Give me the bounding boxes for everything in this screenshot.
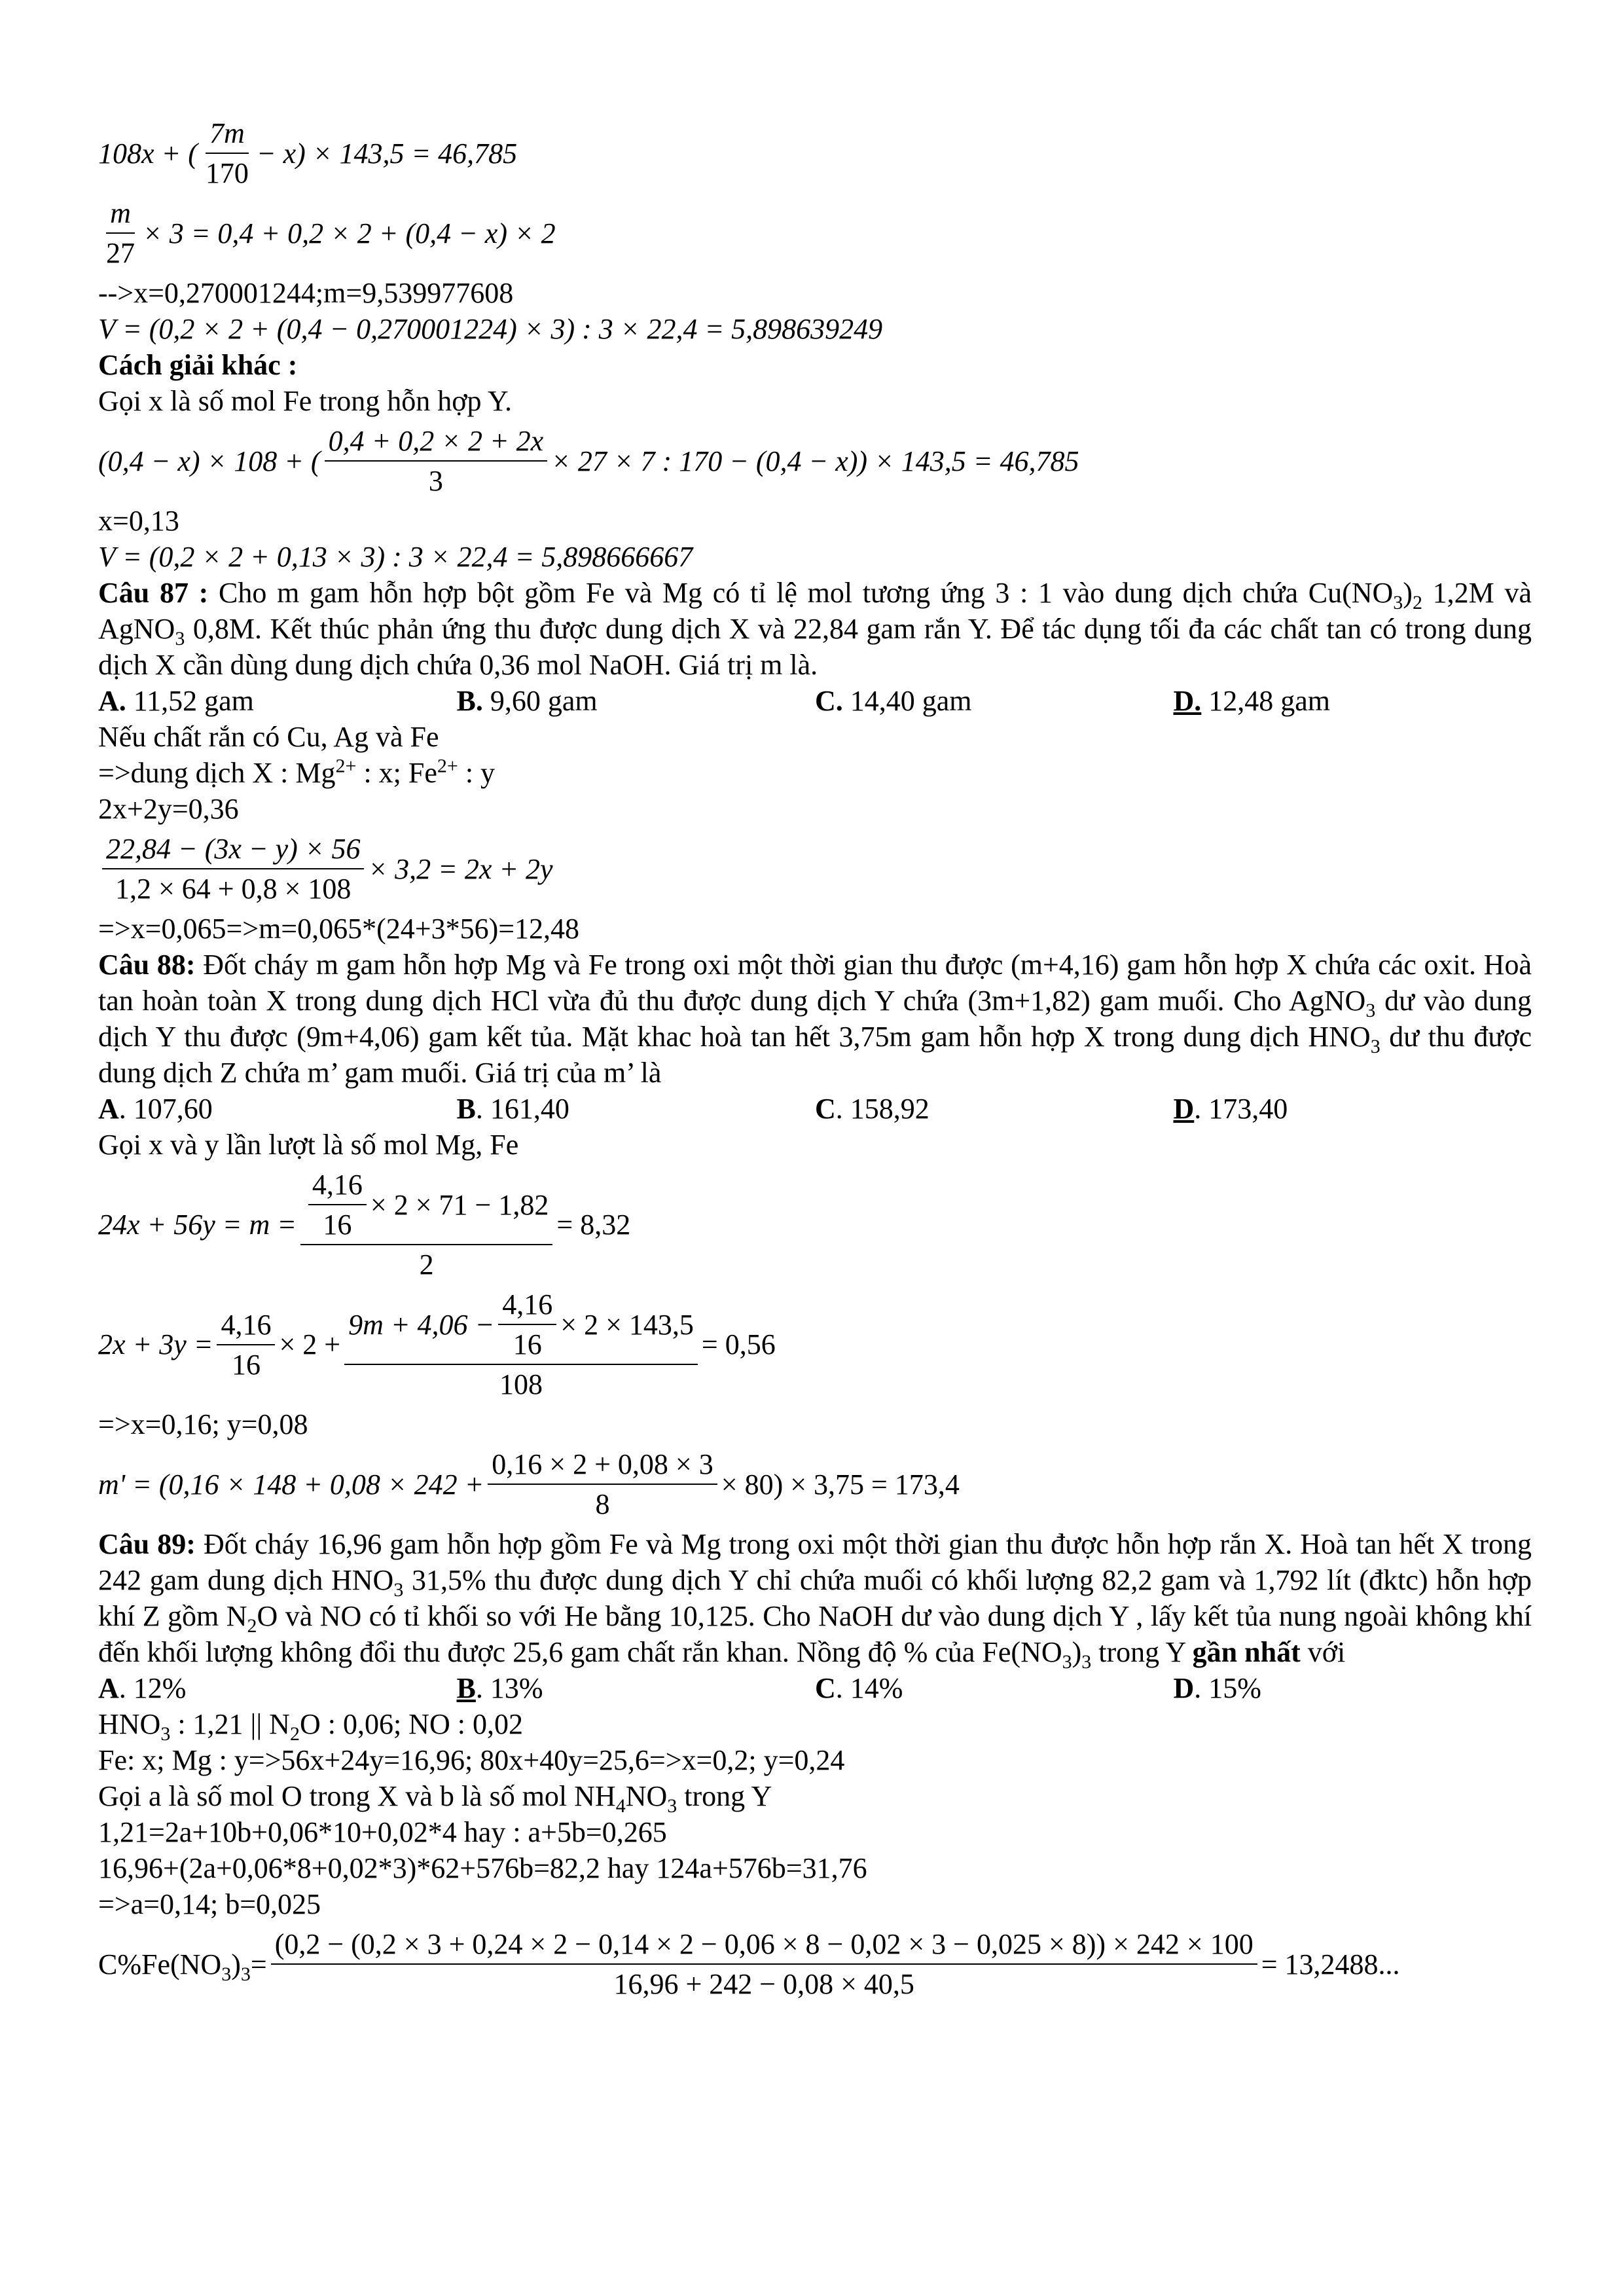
question-89 (98, 1526, 1532, 1673)
q88-eq3-den: 8 (595, 1488, 610, 1520)
eq1-right: − x) × 143,5 = 46,785 (256, 137, 518, 170)
q87-sub2: 2 (1412, 591, 1422, 613)
q89-c-left (98, 1946, 267, 1985)
q87-option-a-text: 11,52 gam (126, 685, 254, 717)
q88-eq1-numerator (300, 1167, 552, 1245)
q87-options (98, 683, 1532, 719)
q89-s3c: trong Y (677, 1780, 772, 1812)
q87-option-c[interactable] (815, 683, 1174, 719)
q89-option-a-text: . 12% (118, 1672, 187, 1704)
alt-solution-intro: Gọi x là số mol Fe trong hỗn hợp Y. (98, 385, 512, 417)
q88-option-c-text: . 158,92 (835, 1093, 929, 1125)
q89-solution-6: =>a=0,14; b=0,025 (98, 1888, 321, 1920)
q89-text-f: với (1300, 1636, 1346, 1668)
q89-text-e: trong Y (1091, 1636, 1193, 1668)
q88-option-b-text: . 161,40 (475, 1093, 569, 1125)
q88-eq3-left: m' = (0,16 × 148 + 0,08 × 242 + (98, 1468, 484, 1501)
q89-s1c: O : 0,06; NO : 0,02 (299, 1708, 523, 1740)
q88-eq1-right: = 8,32 (556, 1209, 631, 1241)
q88-eq1-inner-den: 16 (323, 1209, 352, 1241)
q89-s1-sub2: 2 (289, 1722, 300, 1745)
q89-option-c-text: . 14% (835, 1672, 903, 1704)
q89-sub3-c: 3 (1081, 1650, 1092, 1673)
q87-option-a[interactable] (98, 683, 457, 719)
q89-bold-end: gần nhất (1192, 1636, 1301, 1668)
q87-option-b-label: B. (456, 685, 483, 717)
q88-text-c: dư thu được dung dịch Z chứa m’ gam muối. Giá trị của m’ là (98, 1021, 1532, 1089)
q88-eq1-denominator: 2 (419, 1248, 434, 1281)
q89-label: Câu 89: (98, 1528, 196, 1560)
q89-c-fraction (271, 1926, 1257, 2002)
equation-3 (98, 423, 1532, 499)
q87-option-d[interactable] (1174, 683, 1532, 719)
q88-eq2-denominator: 108 (499, 1368, 543, 1400)
q88-option-d-label: D (1173, 1093, 1195, 1125)
q89-s1b: : 1,21 || N (170, 1708, 290, 1740)
q87-solution-1: Nếu chất rắn có Cu, Ag và Fe (98, 721, 439, 753)
q88-option-d[interactable] (1174, 1091, 1532, 1127)
q88-eq1-inner-fraction (308, 1167, 367, 1243)
q87-denominator: 1,2 × 64 + 0,8 × 108 (115, 873, 352, 905)
q87-sub3: 3 (1393, 591, 1403, 613)
eq2-right: × 3 = 0,4 + 0,2 × 2 + (0,4 − x) × 2 (143, 217, 556, 249)
equation-1 (98, 115, 1532, 191)
q88-option-a-text: . 107,60 (118, 1093, 213, 1125)
q87-s2sup1: 2+ (335, 755, 357, 777)
q87-text-a: Cho m gam hỗn hợp bột gồm Fe và Mg có tỉ lệ mol tương ứng 3 : 1 vào dung dịch chứa Cu(NO (208, 577, 1394, 609)
eq2-fraction (102, 195, 139, 271)
q88-eq3-right: × 80) × 3,75 = 173,4 (721, 1468, 960, 1501)
eq3-right: × 27 × 7 : 170 − (0,4 − x)) × 143,5 = 46,785 (551, 445, 1079, 477)
q89-solution-3 (98, 1778, 1532, 1817)
q89-option-b-text: . 13% (475, 1672, 543, 1704)
eq3-denominator: 3 (428, 465, 443, 497)
q88-eq1-left: 24x + 56y = m = (98, 1209, 297, 1241)
q89-solution-4: 1,21=2a+10b+0,06*10+0,02*4 hay : a+5b=0,265 (98, 1816, 667, 1848)
q87-option-d-label: D. (1173, 685, 1202, 717)
eq3-numerator: 0,4 + 0,2 × 2 + 2x (325, 423, 548, 462)
q88-eq2-num-right: × 2 × 143,5 (560, 1308, 694, 1341)
question-87: Câu 87 : Cho m gam hỗn hợp bột gồm Fe và Mg có tỉ lệ mol tương ứng 3 : 1 vào dung dịch chứa $Cu(NO_3)_2$ 1,2M và AgNO$_3$ 0,8M. Kết thúc phản ứng thu được dung dịch X và 22,84 gam rắn Y. Để tác dụng tối đa các chất tan có trong dung dịch X cần dùng dung dịch chứa 0,36 mol NaOH. Giá trị m là. (98, 577, 1532, 681)
eq2-numerator: m (106, 195, 135, 234)
q89-c-sub3: 3 (221, 1963, 232, 1985)
q88-eq2-f1-den: 16 (231, 1348, 261, 1381)
q87-option-b-text: 9,60 gam (482, 685, 598, 717)
q89-sub3-b: 3 (1062, 1650, 1072, 1673)
q89-solution-1 (98, 1706, 1532, 1745)
q87-option-c-text: 14,40 gam (842, 685, 972, 717)
equation-2 (98, 195, 1532, 271)
q87-s2b: : x; Fe (356, 757, 437, 789)
q89-option-d[interactable] (1174, 1670, 1532, 1706)
eq2-denominator: 27 (106, 237, 135, 269)
v-equation-1: V = (0,2 × 2 + (0,4 − 0,270001224) × 3) : 3 × 22,4 = 5,898639249 (98, 313, 883, 345)
q87-solution-3: 2x+2y=0,36 (98, 793, 239, 825)
q88-eq2-inner-num: 4,16 (498, 1286, 556, 1325)
q88-eq3-fraction (488, 1446, 717, 1522)
q89-c-sub3-b: 3 (240, 1963, 251, 1985)
q89-options (98, 1670, 1532, 1706)
q87-option-c-label: C. (815, 685, 843, 717)
q89-solution-2: Fe: x; Mg : y=>56x+24y=16,96; 80x+40y=25,6=>x=0,2; y=0,24 (98, 1744, 845, 1776)
q89-s3b: NO (625, 1780, 668, 1812)
q88-eq1-inner-right: × 2 × 71 − 1,82 (370, 1188, 549, 1221)
q87-option-a-label: A. (98, 685, 126, 717)
q88-option-c[interactable] (815, 1091, 1174, 1127)
q89-sub3: 3 (393, 1578, 404, 1601)
q88-eq3-num: 0,16 × 2 + 0,08 × 3 (488, 1446, 717, 1485)
q87-label: Câu 87 : (98, 577, 209, 609)
q89-text-a: Đốt cháy 16,96 gam hỗn hợp gồm Fe và Mg trong oxi một thời gian thu được hỗn hợp rắn X. Hoà tan hết X trong 242 gam dung dịch HNO (98, 1528, 1532, 1596)
q88-option-d-text: . 173,40 (1194, 1093, 1288, 1125)
q89-option-c-label: C (815, 1672, 836, 1704)
document-page (98, 111, 1532, 2006)
question-88 (98, 947, 1532, 1091)
q89-option-d-label: D (1173, 1672, 1195, 1704)
eq3-left: (0,4 − x) × 108 + ( (98, 445, 321, 477)
q89-text-c: O và NO có tỉ khối so với He bằng 10,125. Cho NaOH dư vào dung dịch Y , lấy kết tủa nung ngoài không khí đến khối lượng không đổi thu được 25,6 gam chất rắn khan. Nồng độ % của Fe(NO (98, 1600, 1532, 1668)
q88-sub3-b: 3 (1370, 1035, 1380, 1057)
q89-c-left-a: C%Fe(NO (98, 1948, 222, 1980)
q87-equation (98, 831, 1532, 907)
q89-c-numerator: (0,2 − (0,2 × 3 + 0,24 × 2 − 0,14 × 2 − 0,06 × 8 − 0,02 × 3 − 0,025 × 8)) × 242 × 100 (271, 1926, 1257, 1965)
q88-eq2-mid: × 2 + (279, 1328, 341, 1360)
q88-eq2-fraction-2 (344, 1286, 698, 1402)
q89-option-a-label: A (98, 1672, 119, 1704)
q88-solution-1: Gọi x và y lần lượt là số mol Mg, Fe (98, 1129, 519, 1161)
q89-text-b: 31,5% thu được dung dịch Y chỉ chứa muối có khối lượng 82,2 gam và 1,792 lít (đktc) hỗn hợp khí Z gồm N (98, 1564, 1532, 1632)
q88-eq2-fraction-1 (217, 1307, 275, 1383)
q89-s1a: HNO (98, 1708, 161, 1740)
q88-label: Câu 88: (98, 949, 196, 981)
q88-equation-3 (98, 1446, 1532, 1522)
q89-sub2: 2 (247, 1614, 257, 1637)
x-value: x=0,13 (98, 505, 179, 537)
q89-s1-sub3: 3 (160, 1722, 171, 1745)
q88-option-a[interactable] (98, 1091, 457, 1127)
q87-solution-2 (98, 755, 1532, 791)
q89-s3-sub3: 3 (667, 1795, 677, 1817)
q88-equation-2 (98, 1286, 1532, 1402)
result-line: -->x=0,270001244;m=9,539977608 (98, 277, 514, 309)
q88-eq1-inner-num: 4,16 (308, 1167, 367, 1205)
q89-s3-sub4: 4 (615, 1795, 626, 1817)
q88-options (98, 1091, 1532, 1127)
q87-fraction (102, 831, 364, 907)
eq1-denominator: 170 (205, 157, 249, 189)
q87-option-d-text: 12,48 gam (1201, 685, 1331, 717)
q88-eq2-numerator (344, 1286, 698, 1365)
q89-option-a[interactable] (98, 1670, 457, 1706)
eq1-numerator: 7m (206, 115, 249, 154)
q89-option-c[interactable] (815, 1670, 1174, 1706)
q88-option-c-label: C (815, 1093, 836, 1125)
eq1-fraction (202, 115, 253, 191)
q87-eq-right: × 3,2 = 2x + 2y (368, 852, 553, 885)
alt-solution-title: Cách giải khác : (98, 349, 298, 381)
q88-option-b-label: B (456, 1093, 476, 1125)
q88-text-b: dư vào dung dịch Y thu được (9m+4,06) gam kết tủa. Mặt khac hoà tan hết 3,75m gam hỗn hợp X trong dung dịch HNO (98, 985, 1532, 1053)
q87-sub3-b: 3 (175, 627, 185, 649)
q87-option-b[interactable] (457, 683, 816, 719)
q88-eq2-inner-den: 16 (513, 1328, 542, 1360)
q87-s2c: : y (458, 757, 496, 789)
q88-option-b[interactable] (457, 1091, 816, 1127)
q88-eq2-num-left: 9m + 4,06 − (348, 1308, 495, 1341)
q89-c-left-c: = (250, 1948, 267, 1980)
q89-c-left-b: ) (231, 1948, 241, 1980)
q88-option-a-label: A (98, 1093, 119, 1125)
q88-eq2-right: = 0,56 (701, 1328, 776, 1360)
q89-s3a: Gọi a là số mol O trong X và b là số mol NH (98, 1780, 616, 1812)
eq1-left: 108x + ( (98, 137, 198, 170)
q88-eq2-left: 2x + 3y = (98, 1328, 213, 1360)
q89-option-d-text: . 15% (1194, 1672, 1261, 1704)
q88-sub3: 3 (1365, 999, 1376, 1021)
q89-text-d: ) (1072, 1636, 1082, 1668)
q88-solution-2: =>x=0,16; y=0,08 (98, 1408, 308, 1440)
q87-text-b: 1,2M và AgNO (98, 577, 1532, 645)
q88-text-a: Đốt cháy m gam hỗn hợp Mg và Fe trong oxi một thời gian thu được (m+4,16) gam hỗn hợp X chứa các oxit. Hoà tan hoàn toàn X trong dung dịch HCl vừa đủ thu được dung dịch Y chứa (3m+1,82) gam muối. Cho AgNO (98, 949, 1532, 1017)
q87-text-c: 0,8M. Kết thúc phản ứng thu được dung dịch X và 22,84 gam rắn Y. Để tác dụng tối đa các chất tan có trong dung dịch X cần dùng dung dịch chứa 0,36 mol NaOH. Giá trị m là. (98, 613, 1532, 681)
q89-option-b-label: B (456, 1672, 476, 1704)
q89-concentration-equation (98, 1926, 1532, 2002)
q88-eq2-f1-num: 4,16 (217, 1307, 275, 1345)
q87-s2a: =>dung dịch X : Mg (98, 757, 336, 789)
q88-eq1-fraction (300, 1167, 552, 1283)
q88-equation-1 (98, 1167, 1532, 1283)
q87-s2sup2: 2+ (437, 755, 458, 777)
q89-c-denominator: 16,96 + 242 − 0,08 × 40,5 (613, 1968, 914, 2000)
v-equation-2: V = (0,2 × 2 + 0,13 × 3) : 3 × 22,4 = 5,898666667 (98, 541, 693, 573)
q88-eq2-inner-fraction (498, 1286, 556, 1362)
q89-c-right: = 13,2488... (1261, 1948, 1400, 1980)
q89-option-b[interactable] (457, 1670, 816, 1706)
q87-numerator: 22,84 − (3x − y) × 56 (102, 831, 364, 869)
q89-solution-5: 16,96+(2a+0,06*8+0,02*3)*62+576b=82,2 hay 124a+576b=31,76 (98, 1852, 867, 1884)
eq3-fraction (325, 423, 548, 499)
q87-solution-4: =>x=0,065=>m=0,065*(24+3*56)=12,48 (98, 913, 580, 945)
